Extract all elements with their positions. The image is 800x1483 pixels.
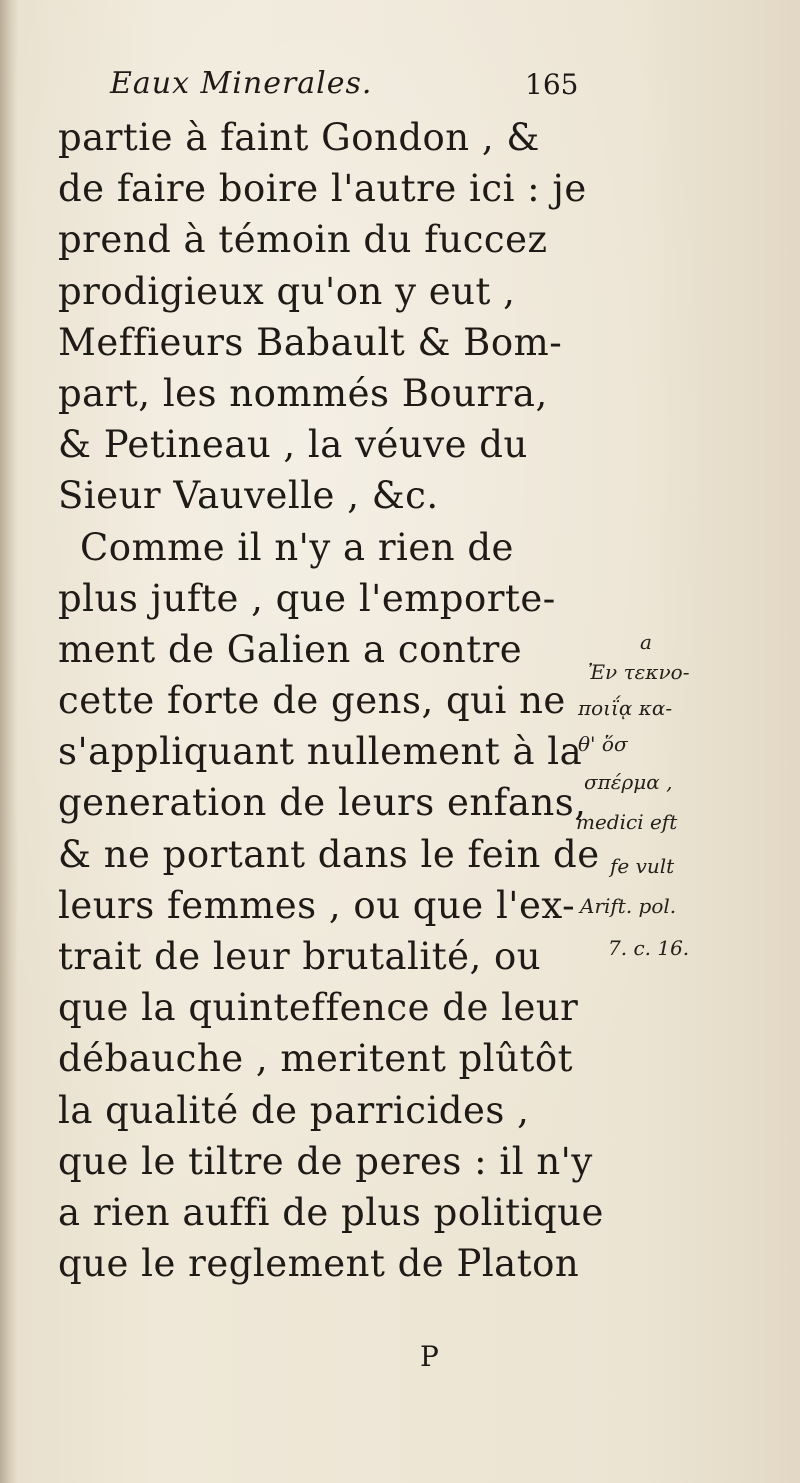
text-line: prodigieux qu'on y eut , <box>58 269 516 313</box>
text-line: la qualité de parricides , <box>58 1088 530 1132</box>
margin-note-line: ποιΐᾳ κα- <box>578 696 673 720</box>
body-text <box>58 112 618 1289</box>
text-line: partie à faint Gondon , & <box>58 116 540 159</box>
text-line: que le tiltre de peres : il n'y <box>58 1139 593 1183</box>
text-line: ment de Galien a contre <box>58 627 523 671</box>
margin-note-line: 7. c. 16. <box>608 936 690 960</box>
text-line: Sieur Vauvelle , &c. <box>58 474 439 518</box>
margin-note-line: medici eft <box>576 810 678 834</box>
text-line: que la quinteffence de leur <box>58 986 579 1030</box>
text-line: plus jufte , que l'emporte- <box>58 576 556 620</box>
text-line: part, les nommés Bourra, <box>58 371 548 415</box>
margin-note-line: fe vult <box>610 854 675 878</box>
text-line: a rien auffi de plus politique <box>58 1190 604 1234</box>
text-line: cette forte de gens, qui ne <box>58 679 566 723</box>
text-line: de faire boire l'autre ici : je <box>58 167 587 211</box>
text-line: s'appliquant nullement à la <box>58 730 583 774</box>
page-number: 165 <box>525 68 579 101</box>
text-line: generation de leurs enfans, <box>58 781 587 825</box>
text-line: prend à témoin du fuccez <box>58 218 548 262</box>
text-line: & ne portant dans le fein de <box>58 832 600 876</box>
margin-note-line: a <box>640 630 652 654</box>
text-line: Meffieurs Babault & Bom- <box>58 320 563 364</box>
margin-note-line: θ' ὅσ <box>578 732 628 756</box>
margin-note-line: σπέρμα , <box>584 770 673 794</box>
text-line: & Petineau , la véuve du <box>58 423 528 467</box>
catchword: P <box>420 1340 439 1373</box>
text-line: leurs femmes , ou que l'ex- <box>58 883 576 927</box>
running-head <box>110 66 630 106</box>
running-title: Eaux Minerales. <box>110 66 373 101</box>
text-line: trait de leur brutalité, ou <box>58 935 542 978</box>
binding-gutter <box>0 0 18 1483</box>
text-line: Comme il n'y a rien de <box>80 525 514 569</box>
margin-note-line: Ἐν τεκνο- <box>588 660 690 684</box>
text-line: débauche , meritent plûtôt <box>58 1037 573 1081</box>
margin-note-line: Arift. pol. <box>580 894 677 918</box>
text-line: que le reglement de Platon <box>58 1242 580 1286</box>
